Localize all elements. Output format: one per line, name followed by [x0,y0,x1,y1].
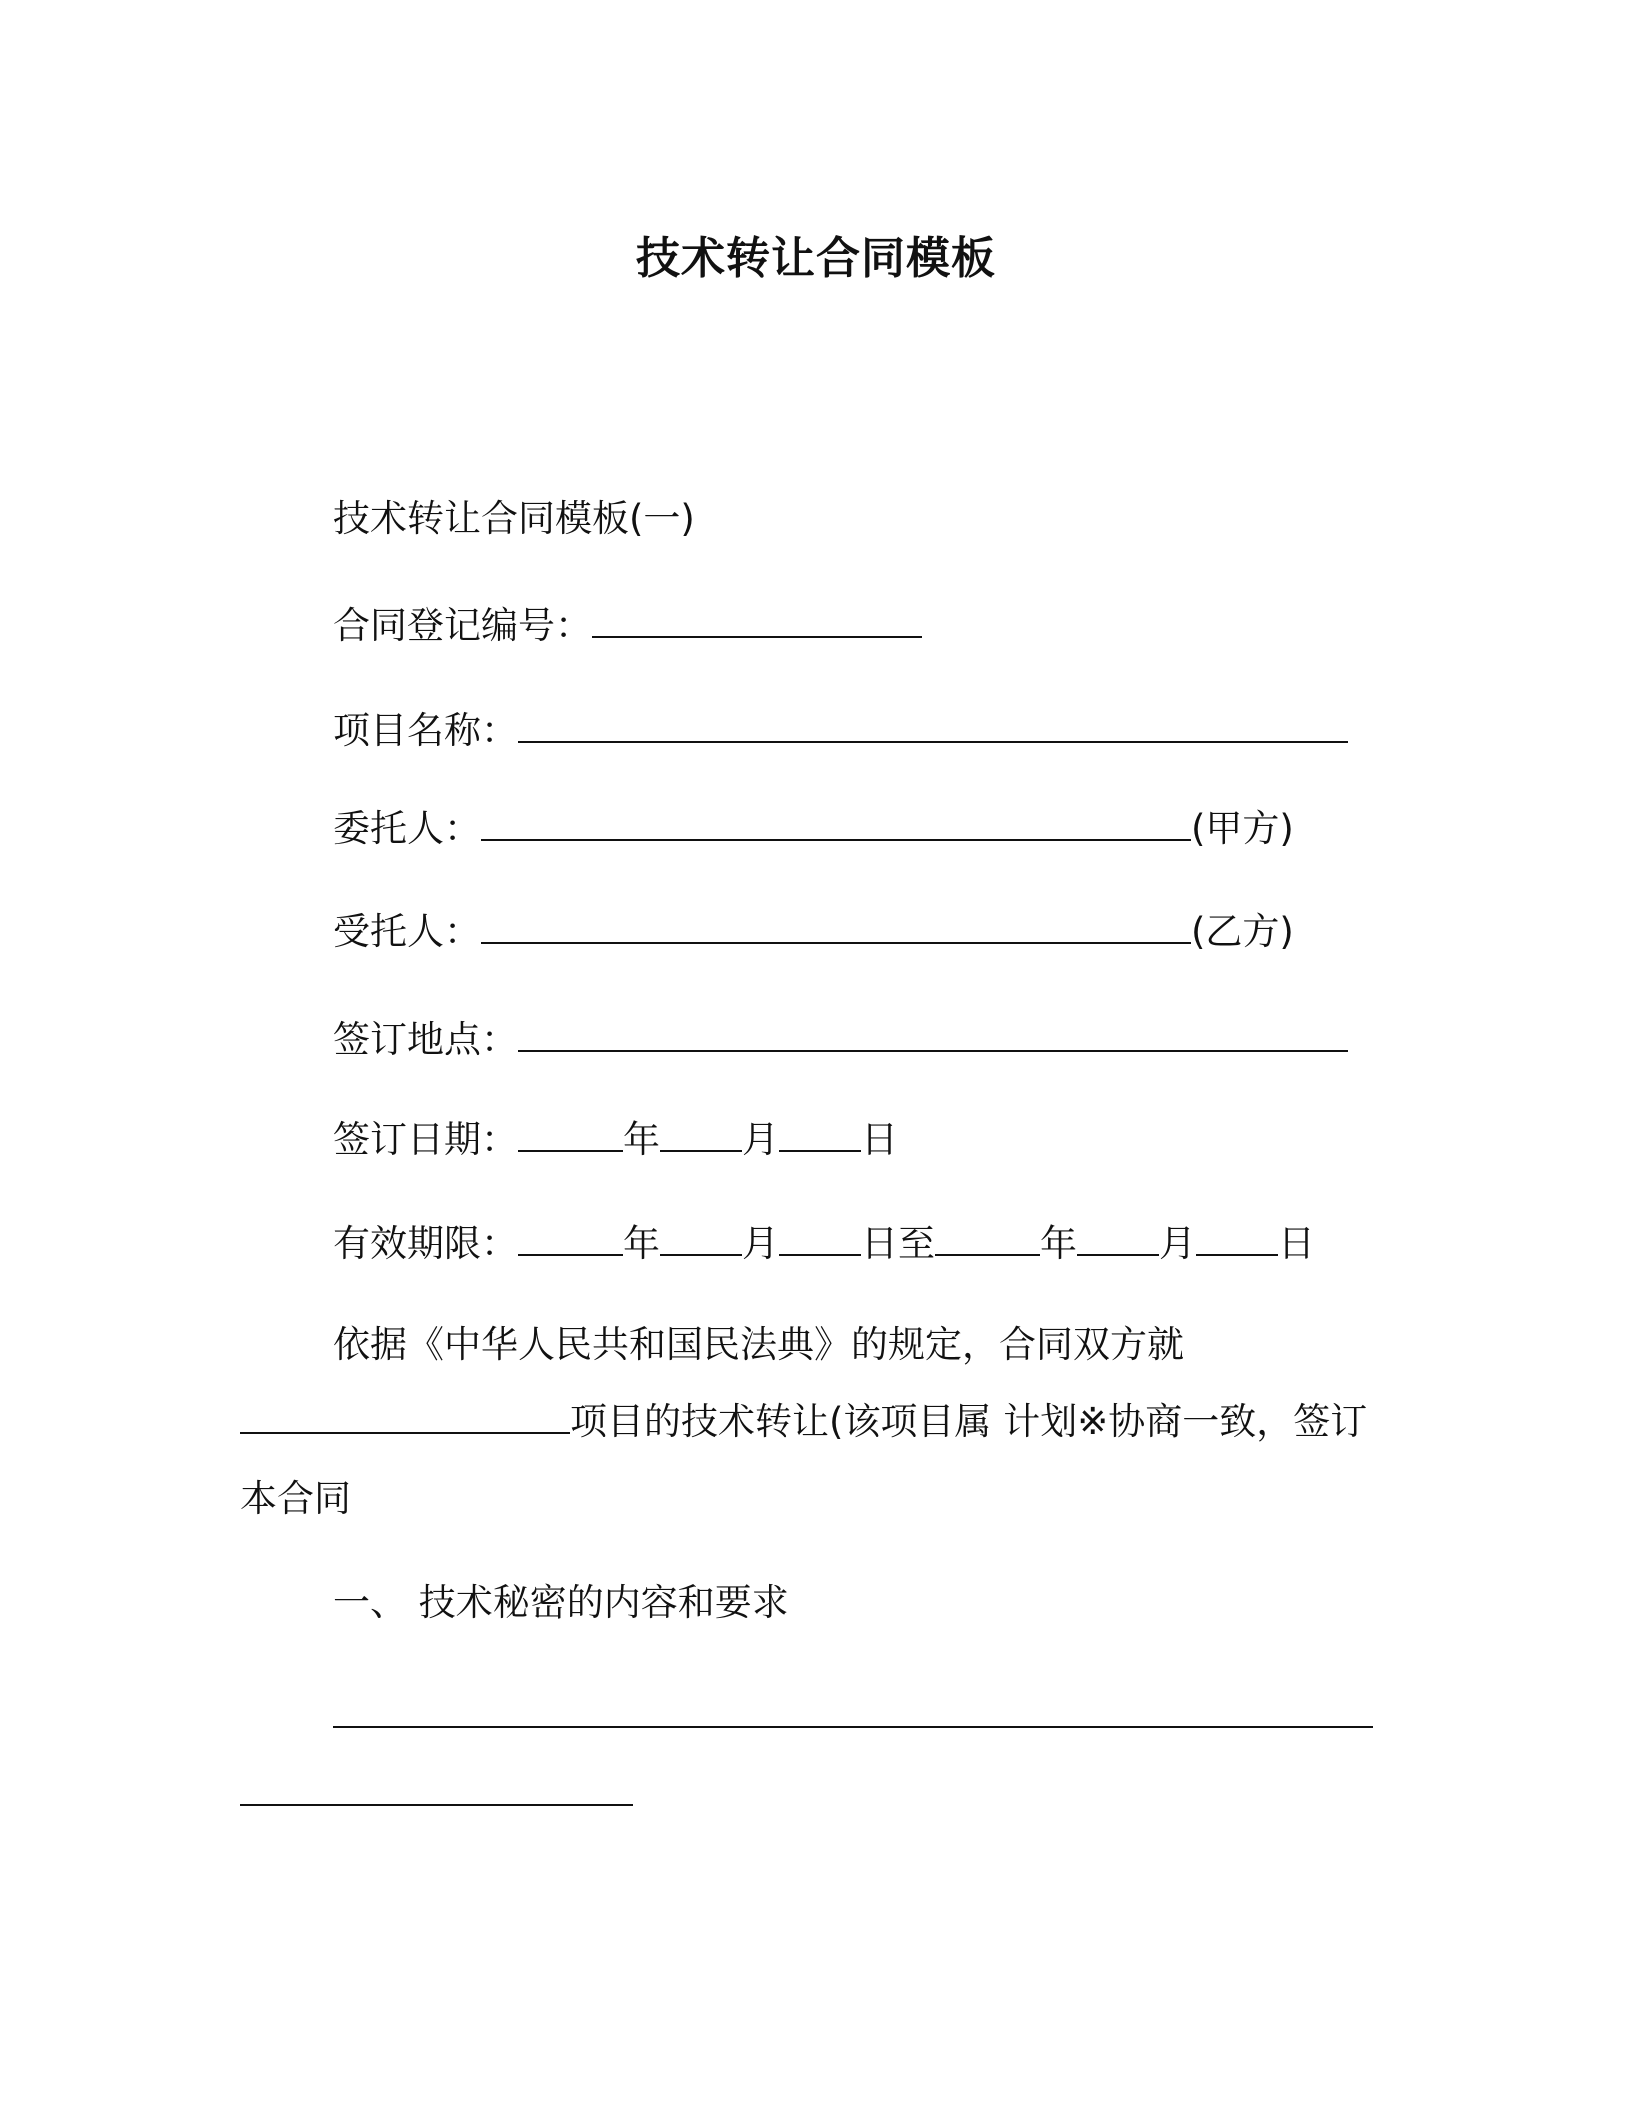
signing-place-field[interactable] [518,1014,1348,1052]
trustee-label: 受托人： [333,910,481,953]
project-reference-field[interactable] [240,1396,570,1434]
validity-start-month-field[interactable] [660,1218,742,1256]
signing-place-label: 签订地点： [333,1018,518,1061]
project-name-label: 项目名称： [333,709,518,752]
section-1-content-field[interactable] [333,1690,1373,1728]
month-label: 月 [742,1222,779,1265]
signing-month-field[interactable] [660,1114,742,1152]
client-field[interactable] [481,803,1191,841]
validity-start-year-field[interactable] [518,1218,623,1256]
client-label: 委托人： [333,807,481,850]
registration-number-field[interactable] [592,600,922,638]
subtitle: 技术转让合同模板(一) [333,497,695,540]
year-label: 年 [623,1118,660,1161]
day-label: 日 [1278,1222,1315,1265]
signing-date-row [333,1114,898,1165]
preamble-line-3: 本合同 [240,1477,351,1520]
client-row [333,803,1294,854]
preamble-line-2 [240,1396,1367,1447]
signing-date-label: 签订日期： [333,1118,518,1161]
day-to-label: 日至 [861,1222,935,1265]
validity-end-month-field[interactable] [1077,1218,1159,1256]
project-name-field[interactable] [518,705,1348,743]
trustee-row [333,906,1294,957]
preamble-line-1: 依据《中华人民共和国民法典》的规定，合同双方就 [333,1323,1184,1366]
year-label: 年 [623,1222,660,1265]
month-label: 月 [1159,1222,1196,1265]
validity-period-row [333,1218,1315,1269]
validity-end-year-field[interactable] [935,1218,1040,1256]
registration-number-label: 合同登记编号： [333,604,592,647]
project-name-row [333,705,1348,756]
client-suffix: (甲方) [1191,807,1294,850]
month-label: 月 [742,1118,779,1161]
year-label: 年 [1040,1222,1077,1265]
signing-place-row [333,1014,1348,1065]
page-title: 技术转让合同模板 [636,233,996,284]
validity-end-day-field[interactable] [1196,1218,1278,1256]
section-1-content-field-continued[interactable] [240,1768,633,1806]
trustee-suffix: (乙方) [1191,910,1294,953]
trustee-field[interactable] [481,906,1191,944]
section-1-blank-row-2 [240,1768,633,1819]
section-1-heading: 一、 技术秘密的内容和要求 [333,1581,789,1624]
section-1-blank-row-1 [333,1690,1373,1741]
signing-day-field[interactable] [779,1114,861,1152]
preamble-line-2-text: 项目的技术转让(该项目属 计划※协商一致，签订 [570,1400,1368,1443]
day-label: 日 [861,1118,898,1161]
validity-period-label: 有效期限： [333,1222,518,1265]
signing-year-field[interactable] [518,1114,623,1152]
registration-number-row [333,600,922,651]
validity-start-day-field[interactable] [779,1218,861,1256]
